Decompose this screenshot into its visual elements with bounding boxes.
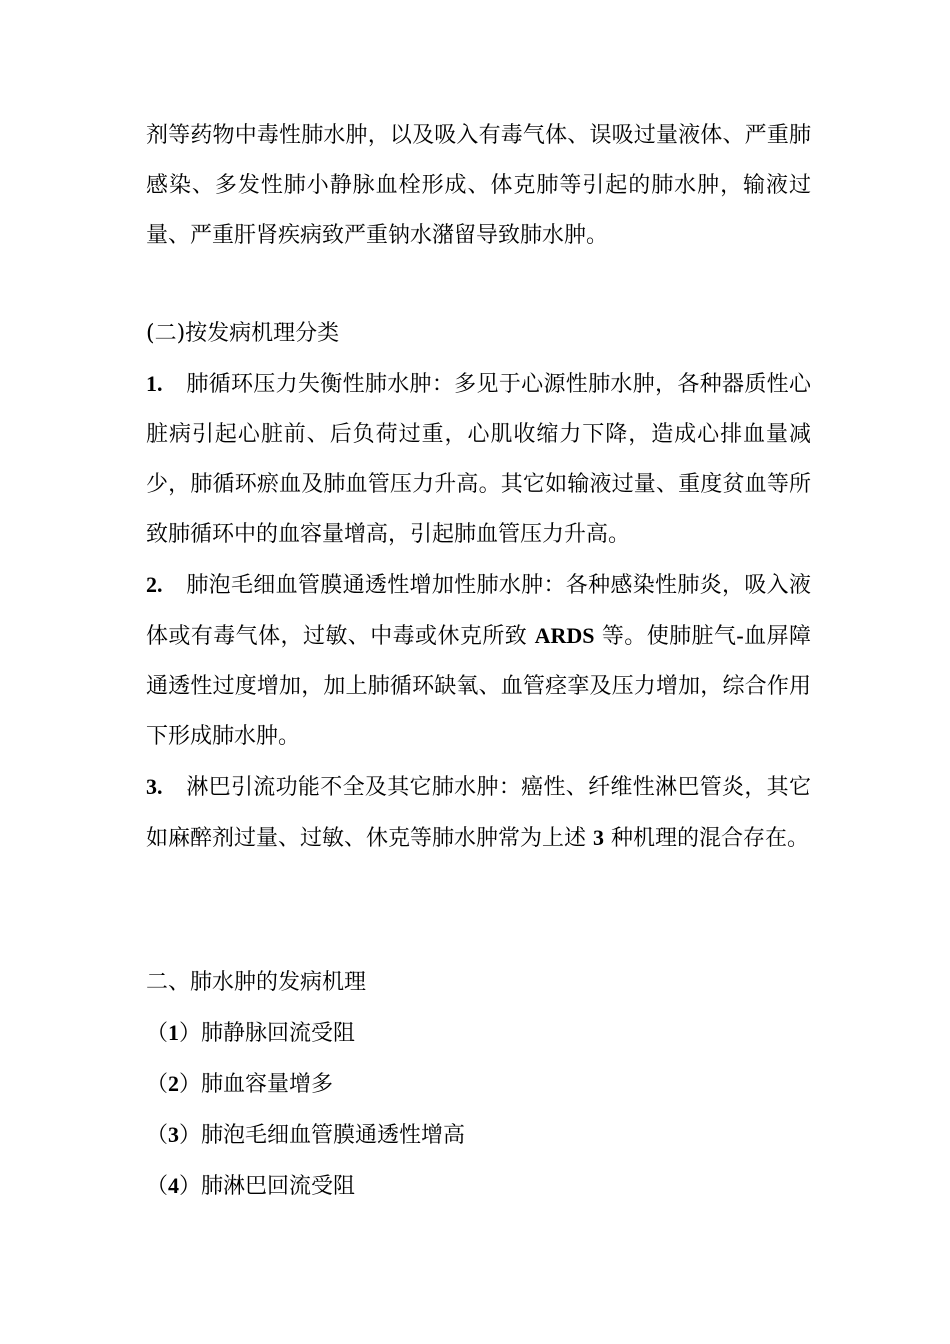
paren-open: （: [146, 1072, 169, 1097]
item-number: 3.: [146, 774, 163, 799]
paren-close: ）: [179, 1021, 202, 1046]
item-number: 2.: [146, 572, 163, 597]
item-text: 肺泡毛细血管膜通透性增加性肺水肿：各种感染性肺炎，吸入液体或有毒气体，过敏、中毒或休克所致: [146, 573, 811, 649]
paren-close: ）: [179, 1174, 202, 1199]
pathogenesis-section: [146, 958, 811, 1212]
item-number: 1.: [146, 371, 163, 396]
list-item: [146, 762, 811, 864]
paren-open: （: [146, 1021, 169, 1046]
section-heading: (二)按发病机理分类: [146, 321, 340, 346]
list-item: [146, 359, 811, 560]
paren-open: （: [146, 1123, 169, 1148]
item-term: 3: [593, 825, 604, 850]
item-text: 血屏障通透性过度增加，加上肺循环缺氧、血管痉挛及压力增加，综合作用下形成肺水肿。: [146, 624, 811, 749]
list-item: [146, 1110, 811, 1161]
item-number: 1: [168, 1020, 180, 1045]
list-item: [146, 1008, 811, 1059]
item-text: 肺静脉回流受阻: [201, 1021, 356, 1046]
item-term: ARDS: [534, 623, 595, 648]
item-number: 2: [168, 1071, 180, 1096]
item-text: 淋巴引流功能不全及其它肺水肿：癌性、纤维性淋巴管炎，其它如麻醉剂过量、过敏、休克等肺水肿常为上述: [146, 775, 811, 851]
item-text: 种机理的混合存在。: [604, 826, 809, 851]
intro-paragraph: [146, 111, 811, 261]
section-heading: 二、肺水肿的发病机理: [146, 970, 367, 995]
list-item: [146, 560, 811, 762]
paren-close: ）: [179, 1123, 202, 1148]
item-hyphen: -: [736, 623, 744, 648]
item-number: 3: [168, 1122, 180, 1147]
item-text: 肺血容量增多: [201, 1072, 334, 1097]
item-text: 肺淋巴回流受阻: [201, 1174, 356, 1199]
list-item: [146, 1059, 811, 1110]
item-text: 肺循环压力失衡性肺水肿：多见于心源性肺水肿，各种器质性心脏病引起心脏前、后负荷过重，心肌收缩力下降，造成心排血量减少，肺循环瘀血及肺血管压力升高。其它如输液过量、重度贫血等所致肺循环中的血容量增高，引起肺血管压力升高。: [146, 372, 811, 547]
intro-text: 剂等药物中毒性肺水肿，以及吸入有毒气体、误吸过量液体、严重肺感染、多发性肺小静脉血栓形成、体克肺等引起的肺水肿，输液过量、严重肝肾疾病致严重钠水潴留导致肺水肿。: [146, 123, 811, 248]
paren-open: （: [146, 1174, 169, 1199]
item-text: 肺泡毛细血管膜通透性增高: [201, 1123, 466, 1148]
item-number: 4: [168, 1173, 180, 1198]
paren-close: ）: [179, 1072, 202, 1097]
item-text: 等。使肺脏气: [594, 624, 737, 649]
mechanism-classification-section: [146, 309, 811, 864]
list-item: [146, 1161, 811, 1212]
